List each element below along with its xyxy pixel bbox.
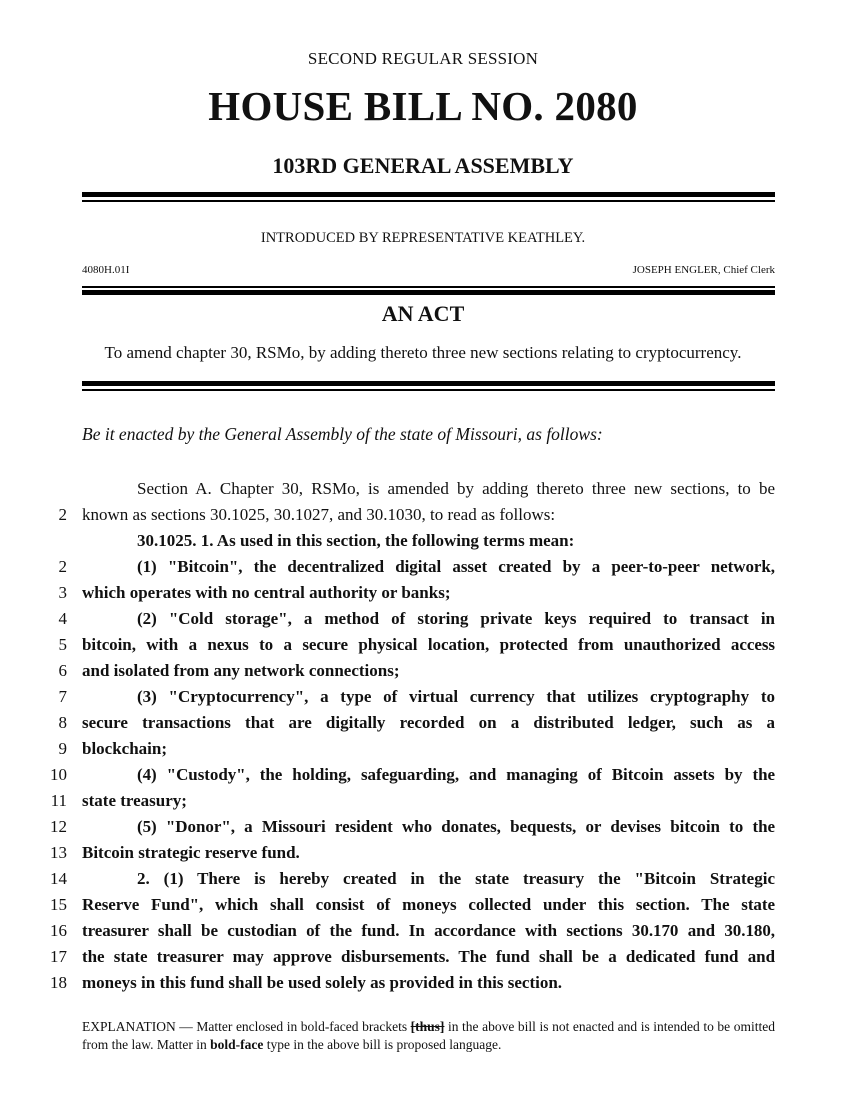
line-number: 12 <box>50 817 67 836</box>
bill-line <box>0 970 846 996</box>
bill-line <box>0 554 846 580</box>
line-text: bitcoin, with a nexus to a secure physical location, protected from unauthorized access <box>82 635 775 654</box>
line-number: 9 <box>58 739 67 758</box>
explanation-footnote <box>82 1018 775 1054</box>
line-text: and isolated from any network connections; <box>82 661 400 680</box>
line-number: 8 <box>58 713 67 732</box>
line-number: 5 <box>58 635 67 654</box>
line-number: 7 <box>58 687 67 706</box>
session-heading: SECOND REGULAR SESSION <box>307 49 539 68</box>
line-number: 2 <box>58 557 67 576</box>
bill-line <box>0 502 846 528</box>
line-text: which operates with no central authority or banks; <box>82 583 451 602</box>
thin-rule-top <box>82 200 775 202</box>
thin-rule-act-top <box>82 286 775 288</box>
line-text: (2) "Cold storage", a method of storing private keys required to transact in <box>137 609 775 628</box>
line-number: 11 <box>50 791 67 810</box>
bill-line <box>0 736 846 762</box>
line-number: 2 <box>58 505 67 524</box>
bill-line <box>0 606 846 632</box>
line-text: (1) "Bitcoin", the decentralized digital asset created by a peer-to-peer network, <box>137 557 775 576</box>
bill-line <box>0 892 846 918</box>
line-text: the state treasurer may approve disbursements. The fund shall be a dedicated fund and <box>82 947 775 966</box>
line-text: known as sections 30.1025, 30.1027, and 30.1030, to read as follows: <box>82 505 556 524</box>
chief-clerk: JOSEPH ENGLER, Chief Clerk <box>632 264 775 276</box>
thick-rule-act-bottom <box>82 381 775 386</box>
bill-line <box>0 710 846 736</box>
bill-line <box>0 632 846 658</box>
line-text: 2. (1) There is hereby created in the state treasury the "Bitcoin Strategic <box>137 869 775 888</box>
bill-line <box>0 762 846 788</box>
explanation-part3: type in the above bill is proposed language. <box>263 1037 502 1052</box>
bill-line <box>0 866 846 892</box>
line-text: secure transactions that are digitally recorded on a distributed ledger, such as a <box>82 713 775 732</box>
line-text: moneys in this fund shall be used solely as provided in this section. <box>82 973 563 992</box>
thick-rule-act-top <box>82 290 775 295</box>
line-text: state treasury; <box>82 791 187 810</box>
bill-line <box>0 580 846 606</box>
section-heading: 30.1025. 1. As used in this section, the following terms mean: <box>137 531 575 550</box>
bold-face-word: bold-face <box>210 1037 264 1052</box>
line-text: Bitcoin strategic reserve fund. <box>82 843 300 862</box>
line-number: 6 <box>58 661 67 680</box>
bill-line <box>0 684 846 710</box>
thick-rule-top <box>82 192 775 197</box>
bill-title: HOUSE BILL NO. 2080 <box>208 83 638 129</box>
line-text: treasurer shall be custodian of the fund. In accordance with sections 30.170 and 30.180, <box>82 921 775 940</box>
line-text: (4) "Custody", the holding, safeguarding, and managing of Bitcoin assets by the <box>137 765 775 784</box>
bill-line <box>0 788 846 814</box>
assembly-heading: 103RD GENERAL ASSEMBLY <box>272 153 574 178</box>
line-number: 17 <box>50 947 67 966</box>
explanation-lead: EXPLANATION — <box>82 1019 197 1034</box>
bill-line <box>0 840 846 866</box>
line-number: 10 <box>50 765 67 784</box>
line-number: 18 <box>50 973 67 992</box>
line-number: 4 <box>58 609 67 628</box>
bill-line <box>0 658 846 684</box>
bill-line <box>0 918 846 944</box>
explanation-part1: Matter enclosed in bold-faced brackets <box>196 1019 411 1034</box>
lr-number: 4080H.01I <box>82 264 130 276</box>
line-number: 15 <box>50 895 67 914</box>
bill-line <box>0 528 846 554</box>
enacting-clause: Be it enacted by the General Assembly of the state of Missouri, as follows: <box>82 424 603 444</box>
line-text: (3) "Cryptocurrency", a type of virtual currency that utilizes cryptography to <box>137 687 775 706</box>
line-text: Section A. Chapter 30, RSMo, is amended by adding thereto three new sections, to be <box>137 479 775 498</box>
act-description: To amend chapter 30, RSMo, by adding thereto three new sections relating to cryptocurrency. <box>104 343 742 362</box>
line-number: 14 <box>50 869 67 888</box>
line-number: 3 <box>58 583 67 602</box>
line-number: 13 <box>50 843 67 862</box>
bill-body <box>0 476 846 996</box>
introduced-by: INTRODUCED BY REPRESENTATIVE KEATHLEY. <box>260 230 586 246</box>
bill-line <box>0 944 846 970</box>
line-text: blockchain; <box>82 739 168 758</box>
thin-rule-act-bottom <box>82 389 775 391</box>
bill-line <box>0 814 846 840</box>
line-number: 16 <box>50 921 67 940</box>
bill-line <box>0 476 846 502</box>
act-title: AN ACT <box>381 301 465 326</box>
line-text: Reserve Fund", which shall consist of moneys collected under this section. The state <box>82 895 775 914</box>
line-text: (5) "Donor", a Missouri resident who donates, bequests, or devises bitcoin to the <box>137 817 775 836</box>
struck-example: [thus] <box>410 1019 445 1034</box>
explanation-part2: in the above bill is not enacted and is intended to be omitted from the law. Matter in <box>82 1019 775 1052</box>
